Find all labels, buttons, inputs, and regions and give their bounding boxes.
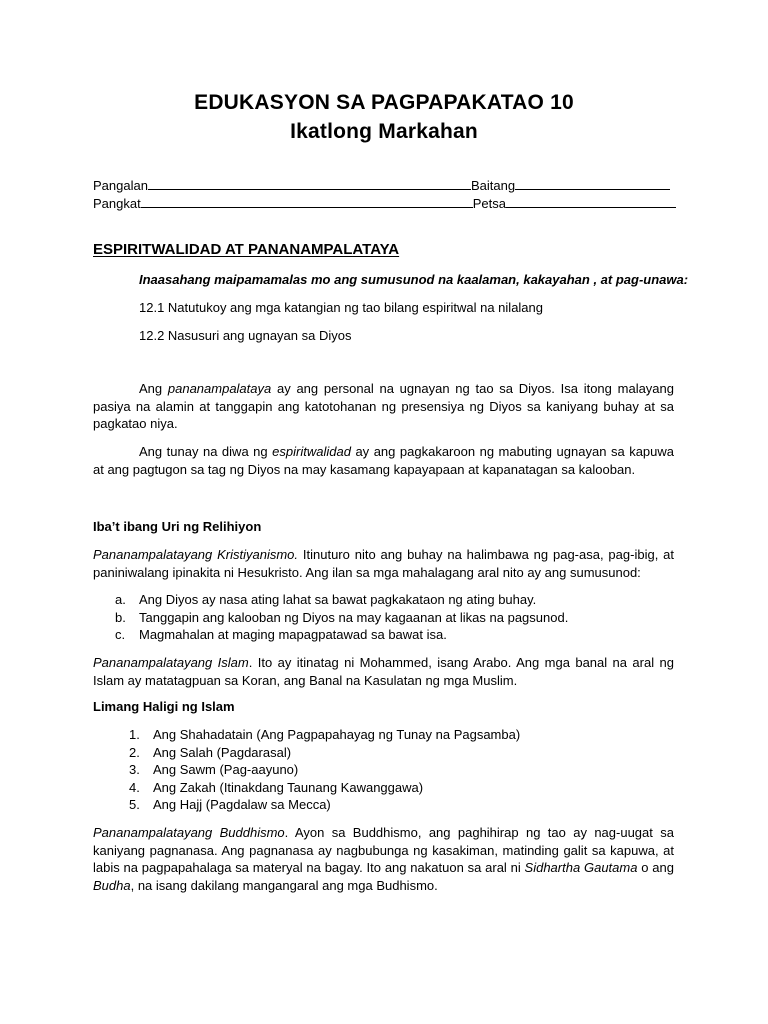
list-item-text: Ang Sawm (Pag-aayuno) [153, 762, 299, 777]
section-heading: ESPIRITWALIDAD AT PANANAMPALATAYA [93, 241, 400, 258]
list-item [115, 609, 568, 627]
para-spirituality-post: ay ang pagkakaroon ng mabuting ugnayan sa kapuwa at ang pagtugon sa tag ng Diyos na may kasamang kapayapaan at kapanatagan sa kalooban. [93, 444, 674, 477]
paragraph-buddhism [93, 824, 674, 894]
term-christianity: Pananampalatayang Kristiyanismo. [93, 547, 299, 562]
section-blank[interactable] [141, 195, 473, 208]
list-marker: b. [115, 609, 126, 625]
list-item-text: Magmahalan at maging mapagpatawad sa bawat isa. [139, 627, 447, 642]
list-item-text: Ang Zakah (Itinakdang Taunang Kawanggawa) [153, 779, 424, 795]
document-title: EDUKASYON SA PAGPAPAKATAO 10 [194, 91, 574, 114]
date-blank[interactable] [506, 195, 676, 208]
paragraph-islam [93, 654, 674, 689]
list-item [129, 779, 520, 797]
buddhism-text-2: o ang [637, 860, 674, 875]
form-row-1 [93, 177, 670, 193]
name-blank[interactable] [148, 177, 471, 190]
name-sidhartha: Sidhartha Gautama [524, 860, 638, 875]
para-faith-pre: Ang [139, 381, 168, 396]
name-budha: Budha [93, 877, 131, 893]
term-buddhism: Pananampalatayang Buddhismo [93, 825, 285, 840]
islam-text: . Ito ay itinatag ni Mohammed, isang Arabo. Ang mga banal na aral ng Islam ay matatagpuan sa Koran, ang Banal na Kasulatan ng mga Muslim. [93, 655, 674, 688]
religions-heading: Iba’t ibang Uri ng Relihiyon [93, 519, 262, 534]
christianity-text: Itinuturo nito ang buhay na halimbawa ng pag-asa, pag-ibig, at paniniwalang ipinakita ni Hesukristo. Ang ilan sa mga mahalagang aral nito ay ang sumusunod: [93, 547, 674, 580]
term-spirituality: espiritwalidad [272, 444, 351, 459]
list-marker: c. [115, 627, 126, 642]
grade-label: Baitang [470, 178, 516, 193]
term-faith: pananampalataya [167, 381, 272, 396]
list-marker: 5. [129, 797, 140, 812]
term-islam: Pananampalatayang Islam [93, 655, 249, 670]
expectation-text: Inaasahang maipamamalas mo ang sumusunod na kaalaman, kakayahan , at pag-unawa: [139, 272, 689, 287]
paragraph-spirituality [93, 443, 674, 478]
date-label: Petsa [472, 196, 506, 211]
pillars-heading: Limang Haligi ng Islam [93, 699, 235, 714]
list-item [129, 761, 520, 779]
section-label: Pangkat [93, 196, 141, 211]
pillars-list [129, 726, 520, 814]
paragraph-faith [93, 380, 674, 433]
list-item [115, 626, 568, 644]
list-item-text: Ang Hajj (Pagdalaw sa Mecca) [153, 797, 331, 812]
name-label: Pangalan [93, 178, 148, 193]
paragraph-christianity [93, 546, 674, 581]
list-item [129, 744, 520, 762]
list-item [129, 796, 520, 814]
list-marker: 2. [129, 744, 140, 760]
list-item [129, 726, 520, 744]
list-marker: 3. [129, 762, 140, 777]
list-item [115, 591, 568, 609]
list-marker: 4. [129, 779, 140, 795]
list-marker: a. [115, 592, 126, 607]
buddhism-text-3: , na isang dakilang mangangaral ang mga Budhismo. [130, 877, 438, 893]
para-faith-post: ay ang personal na ugnayan ng tao sa Diyos. Isa itong malayang pasiya na alamin at tanggapin ang katotohanan ng presensiya ng Diyos sa kaniyang buhay at sa pagkatao niya. [93, 381, 674, 431]
christianity-list [115, 591, 568, 644]
buddhism-text-1: . Ayon sa Buddhismo, ang paghihirap ng tao ay nag-uugat sa kaniyang pagnanasa. Ang pagnanasa ay nagbubunga ng kasakiman, matinding galit sa kapuwa, at labis na pagpapahalaga sa materyal na bagay. Ito ang nakatuon sa aral ni [93, 825, 674, 875]
document-subtitle: Ikatlong Markahan [290, 120, 478, 143]
grade-blank[interactable] [515, 177, 670, 190]
objective-1: 12.1 Natutukoy ang mga katangian ng tao bilang espiritwal na nilalang [139, 300, 543, 315]
objective-2: 12.2 Nasusuri ang ugnayan sa Diyos [139, 328, 352, 343]
para-spirituality-pre: Ang tunay na diwa ng [139, 444, 273, 459]
list-item-text: Ang Diyos ay nasa ating lahat sa bawat pagkakataon ng ating buhay. [139, 592, 537, 607]
form-row-2 [93, 195, 676, 211]
list-item-text: Ang Salah (Pagdarasal) [153, 744, 292, 760]
list-marker: 1. [129, 727, 140, 742]
list-item-text: Ang Shahadatain (Ang Pagpapahayag ng Tunay na Pagsamba) [153, 727, 521, 742]
list-item-text: Tanggapin ang kalooban ng Diyos na may kagaanan at likas na pagsunod. [139, 609, 569, 625]
